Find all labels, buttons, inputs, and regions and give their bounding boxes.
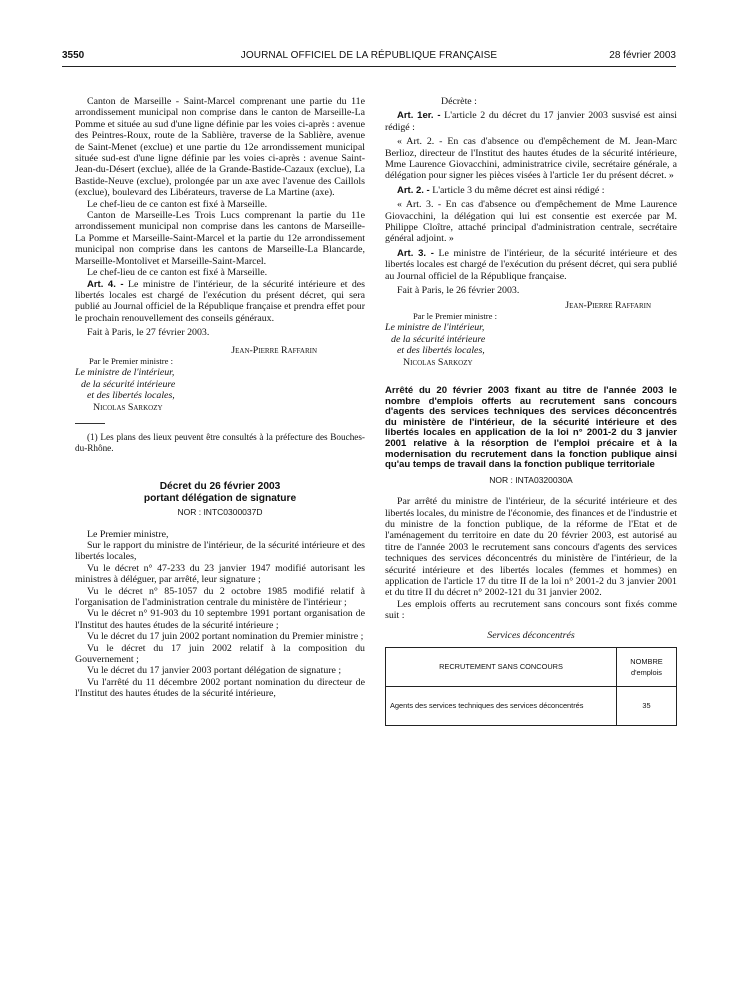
par-le-premier-ministre: Par le Premier ministre :: [89, 355, 174, 366]
table-header-nombre-line1: NOMBRE: [630, 656, 663, 666]
article-3: [385, 248, 677, 282]
visa-3: Vu le décret n° 85-1057 du 2 octobre 1985 modifié relatif à l'organisation de l'administration centrale du ministère de l'intérieur ;: [75, 585, 365, 608]
signatory-2: Jean-Pierre Raffarin: [565, 299, 651, 311]
right-column: [385, 96, 677, 726]
minister-name-2: Nicolas Sarkozy: [403, 356, 473, 368]
minister-line-3-2: et des libertés locales,: [397, 345, 485, 357]
minister-signature-block-2: [385, 322, 677, 368]
issue-date: 28 février 2003: [609, 50, 676, 61]
table-header-nombre-line2: d'emplois: [631, 667, 662, 677]
canton-saint-marcel: Canton de Marseille - Saint-Marcel comprenant une partie du 11e arrondissement municipal non comprise dans le canton de Marseille-La Pomme et située au sud d'une ligne définie par les voies ci-après : avenue des Peintres-Roux, route de la Sablière, traverse de la Sablière, avenue de Saint-Menet (exclue) et une partie du 12e arrondissement municipal située sud-est d'une ligne définie par les voies ci-après : avenue Saint-Jean-du-Désert (exclue), allée de la Grande-Bastide-Cazaux (exclue), La Bastide-Neuve (exclue), prolongée par un axe avec l'avenue des Caillols (exclue), boulevard des Libérateurs, traverse de La Martine (axe).: [75, 96, 365, 199]
minister-line-3: et des libertés locales,: [87, 390, 175, 402]
article-1-text: L'article 2 du décret du 17 janvier 2003 susvisé est ainsi rédigé :: [385, 110, 678, 133]
article-2: [385, 185, 677, 196]
canton-trois-lucs: Canton de Marseille-Les Trois Lucs comprenant la partie du 11e arrondissement municipal non comprise dans les cantons de Marseille-La Pomme et Marseille-Saint-Marcel et la partie du 12e arrondissement municipal non comprise dans les cantons de Marseille-La Blancarde, Marseille-Montolivet et Marseille-Saint-Marcel.: [75, 210, 365, 267]
arrete-body: Par arrêté du ministre de l'intérieur, de la sécurité intérieure et des libertés locales, du ministre de l'économie, des finances et de l'industrie et du ministre de la fonction publique, de la réforme de l'Etat et de l'aménagement du territoire en date du 20 février 2003, est autorisé au titre de l'année 2003 le recrutement sans concours d'agents des services techniques des services déconcentrés du ministère de l'intérieur, de la sécurité intérieure et des libertés locales (femmes et hommes) en application de l'article 17 du titre II de la loi n° 2001-2 du 3 janvier 2001 et du titre II du décret n° 2002-121 du 31 janvier 2002.: [385, 496, 677, 599]
decret-title: [75, 481, 365, 504]
decrete: Décrète :: [441, 96, 477, 107]
article-1: [385, 110, 677, 133]
emplois-offerts: Les emplois offerts au recrutement sans concours sont fixés comme suit :: [385, 598, 677, 622]
visa-8: Vu l'arrêté du 11 décembre 2002 portant nomination du directeur de l'Institut des hautes études de la sécurité intérieure,: [75, 676, 365, 700]
table-header-nombre: [617, 647, 677, 686]
fait-a-paris-2: Fait à Paris, le 26 février 2003.: [397, 285, 520, 297]
article-4-text: Le ministre de l'intérieur, de la sécurité intérieure et des libertés locales est chargé de l'exécution du présent décret, qui sera publié au Journal officiel de la République française et prendra effet pour le prochain renouvellement des conseils généraux.: [75, 278, 366, 324]
article-3-label: Art. 3. -: [397, 247, 434, 259]
arrete-nor: NOR : INTA0320030A: [489, 474, 573, 485]
minister-line-1-2: Le ministre de l'intérieur,: [385, 322, 485, 334]
article-2-text: L'article 3 du même décret est ainsi rédigé :: [432, 184, 605, 196]
footnote-rule: [75, 423, 105, 424]
recruitment-table: [385, 647, 677, 726]
article-4: [75, 279, 365, 325]
article-1-quote: « Art. 2. - En cas d'absence ou d'empêchement de M. Jean-Marc Berlioz, directeur de l'Institut des hautes études de la sécurité intérieure, Mme Laurence Giovacchini, administratrice civile, secrétaire générale, a délégation pour signer les pièces visées à l'article 1er du présent décret. »: [385, 136, 677, 182]
page-header: [62, 50, 676, 64]
table-row: [386, 686, 677, 725]
minister-name: Nicolas Sarkozy: [93, 401, 163, 413]
decret-nor: NOR : INTC0300037D: [177, 507, 263, 518]
services-deconcentres: Services déconcentrés: [487, 629, 575, 641]
table-header-recrutement: RECRUTEMENT SANS CONCOURS: [386, 647, 617, 686]
table-row-label: Agents des services techniques des services déconcentrés: [386, 686, 617, 725]
chef-lieu-2: Le chef-lieu de ce canton est fixé à Marseille.: [87, 267, 268, 279]
minister-line-2: de la sécurité intérieure: [81, 378, 176, 390]
decret-title-line-2: portant délégation de signature: [143, 492, 297, 504]
visa-1: Sur le rapport du ministre de l'intérieur, de la sécurité intérieure et des libertés locales,: [75, 539, 365, 563]
page-number: 3550: [62, 50, 85, 61]
visa-2: Vu le décret n° 47-233 du 23 janvier 1947 modifié autorisant les ministres à déléguer, par arrêté, leur signature ;: [75, 562, 365, 586]
article-2-quote: « Art. 3. - En cas d'absence ou d'empêchement de Mme Laurence Giovacchini, la délégation qui lui est consentie est exercée par M. Philippe Cloître, attaché principal d'administration centrale, secrétaire général adjoint. »: [385, 199, 677, 245]
left-column: [75, 96, 365, 700]
journal-title: JOURNAL OFFICIEL DE LA RÉPUBLIQUE FRANÇAISE: [240, 50, 498, 61]
footnote: (1) Les plans des lieux peuvent être consultés à la préfecture des Bouches-du-Rhône.: [75, 431, 365, 453]
visa-6: Vu le décret du 17 juin 2002 relatif à la composition du Gouvernement ;: [75, 642, 365, 666]
header-rule: [62, 66, 676, 67]
article-3-text: Le ministre de l'intérieur, de la sécurité intérieure et des libertés locales est chargé de l'exécution du présent décret, qui sera publié au Journal officiel de la République française.: [385, 247, 678, 282]
visa-7: Vu le décret du 17 janvier 2003 portant délégation de signature ;: [87, 665, 342, 677]
visa-4: Vu le décret n° 91-903 du 10 septembre 1991 portant organisation de l'Institut des hautes études de la sécurité intérieure ;: [75, 608, 365, 631]
arrete-title: Arrêté du 20 février 2003 fixant au titre de l'année 2003 le nombre d'emplois offerts au recrutement sans concours d'agents des services techniques des services déconcentrés du ministère de l'intérieur, de la sécurité intérieure et des libertés locales en application de la loi n° 2001-2 du 3 janvier 2001 relative à la résorption de l'emploi précaire et à la modernisation du recrutement dans la fonction publique ainsi qu'au temps de travail dans la fonction publique territoriale: [385, 384, 677, 471]
signatory: Jean-Pierre Raffarin: [231, 344, 317, 356]
par-le-premier-ministre-2: Par le Premier ministre :: [413, 310, 498, 321]
minister-signature-block: [75, 367, 365, 413]
visa-5: Vu le décret du 17 juin 2002 portant nomination du Premier ministre ;: [87, 631, 364, 643]
article-2-label: Art. 2. -: [397, 184, 430, 196]
article-4-label: Art. 4. -: [87, 278, 124, 290]
table-header-row: [386, 647, 677, 686]
chef-lieu-1: Le chef-lieu de ce canton est fixé à Marseille.: [87, 198, 268, 210]
table-row-value: 35: [617, 686, 677, 725]
premier-ministre: Le Premier ministre,: [87, 528, 169, 540]
minister-line-1: Le ministre de l'intérieur,: [75, 367, 175, 379]
article-1-label: Art. 1er. -: [397, 110, 441, 122]
minister-line-2-2: de la sécurité intérieure: [391, 333, 486, 345]
fait-a-paris: Fait à Paris, le 27 février 2003.: [87, 327, 210, 339]
decret-title-line-1: Décret du 26 février 2003: [159, 481, 281, 493]
